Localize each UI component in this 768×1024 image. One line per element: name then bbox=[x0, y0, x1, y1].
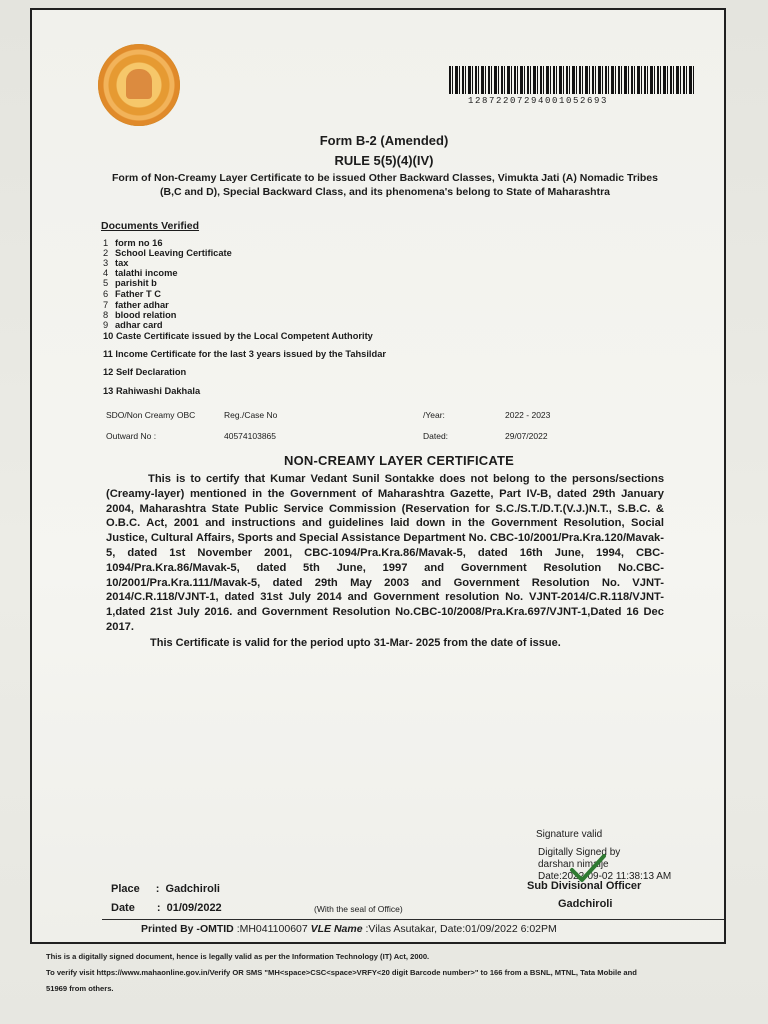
footer-note-verify: To verify visit https://www.mahaonline.gov.in/Verify OR SMS "MH<space>CSC<space>VRFY<20 digit Barcode number>" to 166 from a BSNL, MTNL, Tata Mobile and bbox=[46, 968, 637, 977]
footer-note-sms: 51969 from others. bbox=[46, 984, 114, 993]
place-row: Place : Gadchiroli bbox=[111, 883, 220, 895]
document-item: 10 Caste Certificate issued by the Local Competent Authority bbox=[103, 331, 373, 341]
printed-by-line: Printed By -OMTID :MH041100607 VLE Name :Vilas Asutakar, Date:01/09/2022 6:02PM bbox=[141, 923, 557, 935]
document-item: 11 Income Certificate for the last 3 years issued by the Tahsildar bbox=[103, 349, 386, 359]
validity-text: This Certificate is valid for the period upto 31-Mar- 2025 from the date of issue. bbox=[150, 637, 561, 649]
document-item: 7 father adhar bbox=[103, 300, 169, 310]
certificate-body bbox=[106, 472, 664, 635]
outward-label: Outward No : bbox=[106, 431, 157, 441]
document-item: 12 Self Declaration bbox=[103, 367, 187, 377]
footer-divider bbox=[102, 919, 724, 920]
body-rest: does not belong to the persons/sections (Creamy-layer) mentioned in the Government of Maharashtra Gazette, Part IV-B, dated 29th January 2004, Maharashtra State Public Service Commission (Reservation for S.C./S.T./D.T.(V.J.)N.T., S.B.C. & O.B.C. Act, 2001 and instructions and guidelines laid down in the Government Resolution, Social Justice, Cultural Affairs, Sports and Special Assistance Department No. CBC-10/2001/Pra.Kra.120/Mavak-5, dated 1st November 2001, CBC-1094/Pra.Kra.86/Mavak-5, dated 16th June, 1994, CBC-1094/Pra.Kra.86/Mavak-5, dated 5th June, 1997 and Government Resolution No.CBC- 10/2001/Pra.Kra.111/Mavak-5, dated 29th May 2003 and Government Resolution No. VJNT-2014/C.R.118/VJNT-1, dated 31st July 2014 and Government resolution No. VJNT-2014/C.R.118/VJNT-1,dated 21st July 2016. and Government Resolution No.CBC-10/2008/Pra.Kra.697/VJNT-1,Dated 16 Dec 2017. bbox=[106, 473, 665, 633]
footer-note-legal: This is a digitally signed document, hence is legally valid as per the Information Technology (IT) Act, 2000. bbox=[46, 952, 430, 961]
date-row: Date : 01/09/2022 bbox=[111, 902, 222, 914]
document-item: 5 parishit b bbox=[103, 278, 157, 288]
signature-line2: darshan nimalje bbox=[538, 859, 609, 870]
document-item: 8 blood relation bbox=[103, 310, 177, 320]
document-item: 4 talathi income bbox=[103, 268, 178, 278]
maharashtra-emblem-icon bbox=[98, 44, 180, 126]
outward-value: 40574103865 bbox=[224, 431, 277, 441]
signature-line1: Digitally Signed by bbox=[538, 847, 621, 858]
seal-note: (With the seal of Office) bbox=[314, 904, 403, 914]
document-item: 13 Rahiwashi Dakhala bbox=[103, 386, 201, 396]
year-label: /Year: bbox=[423, 410, 445, 420]
document-item: 1 form no 16 bbox=[103, 238, 163, 248]
year-value: 2022 - 2023 bbox=[505, 410, 551, 420]
documents-verified-title: Documents Verified bbox=[101, 220, 200, 232]
certificate-title: NON-CREAMY LAYER CERTIFICATE bbox=[284, 453, 514, 468]
dated-value: 29/07/2022 bbox=[505, 431, 548, 441]
office-label: SDO/Non Creamy OBC bbox=[106, 410, 196, 420]
reg-case-label: Reg./Case No bbox=[224, 410, 278, 420]
officer-place: Gadchiroli bbox=[558, 898, 613, 910]
body-intro: This is to certify that bbox=[148, 473, 266, 485]
signature-status: Signature valid bbox=[536, 829, 603, 840]
dated-label: Dated: bbox=[423, 431, 449, 441]
form-title: Form B-2 (Amended) bbox=[319, 133, 449, 148]
rule-title: RULE 5(5)(4)(IV) bbox=[334, 153, 434, 168]
officer-title: Sub Divisional Officer bbox=[527, 880, 642, 892]
document-item: 9 adhar card bbox=[103, 320, 163, 330]
valid-check-icon bbox=[568, 852, 608, 884]
document-item: 3 tax bbox=[103, 258, 129, 268]
document-item: 2 School Leaving Certificate bbox=[103, 248, 232, 258]
person-name: Kumar Vedant Sunil Sontakke bbox=[270, 473, 435, 485]
barcode-number: 12872207294001052693 bbox=[468, 96, 609, 106]
barcode bbox=[449, 66, 695, 94]
form-description: Form of Non-Creamy Layer Certificate to be issued Other Backward Classes, Vimukta Jati (A) Nomadic Tribes (B,C and D), Special Backward Class, and its phenomena's belong to State of Maharashtra bbox=[112, 172, 658, 198]
document-item: 6 Father T C bbox=[103, 289, 161, 299]
signature-date: Date:2022-09-02 11:38:13 AM bbox=[538, 871, 672, 882]
